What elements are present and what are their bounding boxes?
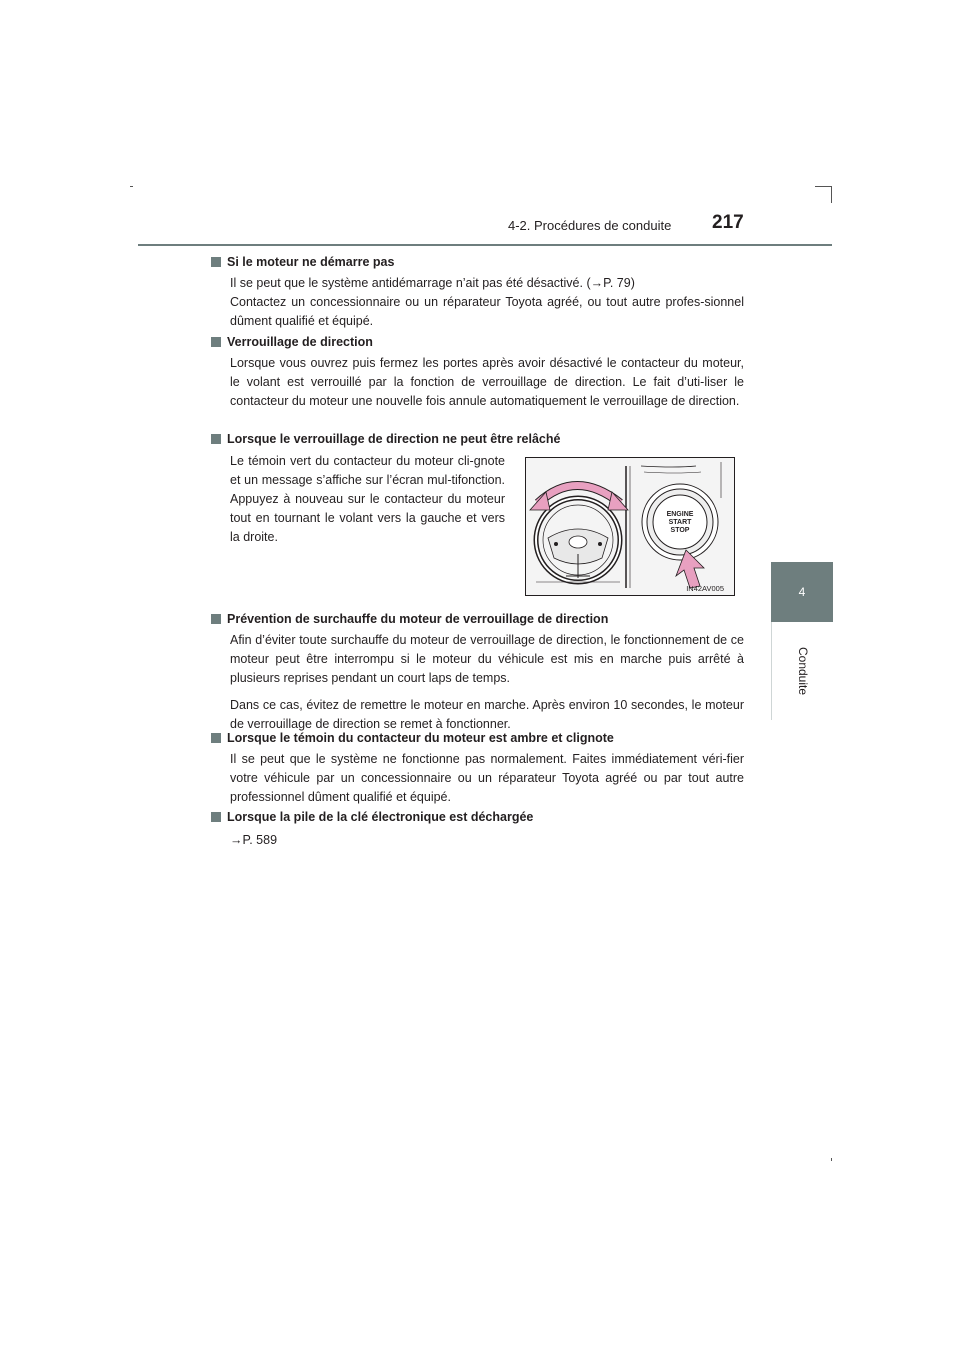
steering-wheel-illustration <box>525 457 735 596</box>
button-label-stop: STOP <box>670 527 690 534</box>
crop-mark-top-left <box>130 186 133 187</box>
header-section-title: 4-2. Procédures de conduite <box>508 218 672 233</box>
chapter-label: Conduite <box>796 646 810 696</box>
bullet-square-icon <box>211 733 221 743</box>
paragraph: Afin d’éviter toute surchauffe du moteur de verrouillage de direction, le fonctionnement de ce moteur peut être interrompu si le moteur du véhicule est mis en marche puis arrêté à plusieurs reprises pendant un court laps de temps. <box>230 633 744 685</box>
crop-mark-bottom-right <box>831 1158 832 1161</box>
chapter-number: 4 <box>798 585 806 599</box>
section-heading: Lorsque la pile de la clé électronique est déchargée <box>211 808 744 826</box>
button-label-engine: ENGINE <box>666 511 694 518</box>
section-heading: Verrouillage de direction <box>211 333 744 351</box>
chapter-label-tab <box>771 622 834 720</box>
bullet-square-icon <box>211 257 221 267</box>
section-engine-no-start <box>211 253 744 331</box>
crop-mark-top-right-v <box>831 186 832 203</box>
section-heading: Prévention de surchauffe du moteur de verrouillage de direction <box>211 610 744 628</box>
button-label-start: START <box>668 519 692 526</box>
paragraph: Dans ce cas, évitez de remettre le moteur en marche. Après environ 10 secondes, le moteur de verrouillage de direction se remet à fonctionner. <box>230 698 744 731</box>
section-amber-indicator <box>211 729 744 807</box>
header-divider <box>138 244 832 246</box>
page-reference-link[interactable]: →P. 589 <box>230 833 278 847</box>
bullet-square-icon <box>211 812 221 822</box>
paragraph: Il se peut que le système ne fonctionne pas normalement. Faites immédiatement véri-fier votre véhicule par un concessionnaire ou un réparateur Toyota agréé ou par tout autre professionnel dûment qualifié et équipé. <box>230 752 744 804</box>
section-overheat-prevention <box>211 610 744 734</box>
paragraph: Il se peut que le système antidémarrage n’ait pas été désactivé. (→P. 79) <box>230 276 635 290</box>
paragraph: Contactez un concessionnaire ou un réparateur Toyota agréé, ou tout autre profes-sionnel dûment qualifié et équipé. <box>230 295 744 328</box>
bullet-square-icon <box>211 434 221 444</box>
page-number: 217 <box>712 212 744 233</box>
section-steering-lock <box>211 333 744 411</box>
engine-start-stop-button-icon <box>642 484 718 560</box>
section-heading: Si le moteur ne démarre pas <box>211 253 744 271</box>
section-heading: Lorsque le témoin du contacteur du moteur est ambre et clignote <box>211 729 744 747</box>
figure-code: IN42AV005 <box>686 584 724 593</box>
bullet-square-icon <box>211 337 221 347</box>
paragraph: Le témoin vert du contacteur du moteur cli-gnote et un message s’affiche sur l’écran mul-tifonction. Appuyez à nouveau sur le contacteur du moteur tout en tournant le volant vers la gauche et vers la droite. <box>230 454 505 544</box>
paragraph: Lorsque vous ouvrez puis fermez les portes après avoir désactivé le contacteur du moteur, le volant est verrouillé par la fonction de verrouillage de direction. Le fait d’uti-liser le contacteur du moteur une nouvelle fois annule automatiquement le verrouillage de direction. <box>230 356 744 408</box>
steering-figure-svg <box>526 458 734 595</box>
section-steering-lock-not-released <box>211 430 744 448</box>
section-key-battery <box>211 808 744 850</box>
bullet-square-icon <box>211 614 221 624</box>
chapter-tab[interactable] <box>771 562 833 622</box>
crop-mark-top-right-h <box>815 186 832 187</box>
section-heading: Lorsque le verrouillage de direction ne peut être relâché <box>211 430 744 448</box>
